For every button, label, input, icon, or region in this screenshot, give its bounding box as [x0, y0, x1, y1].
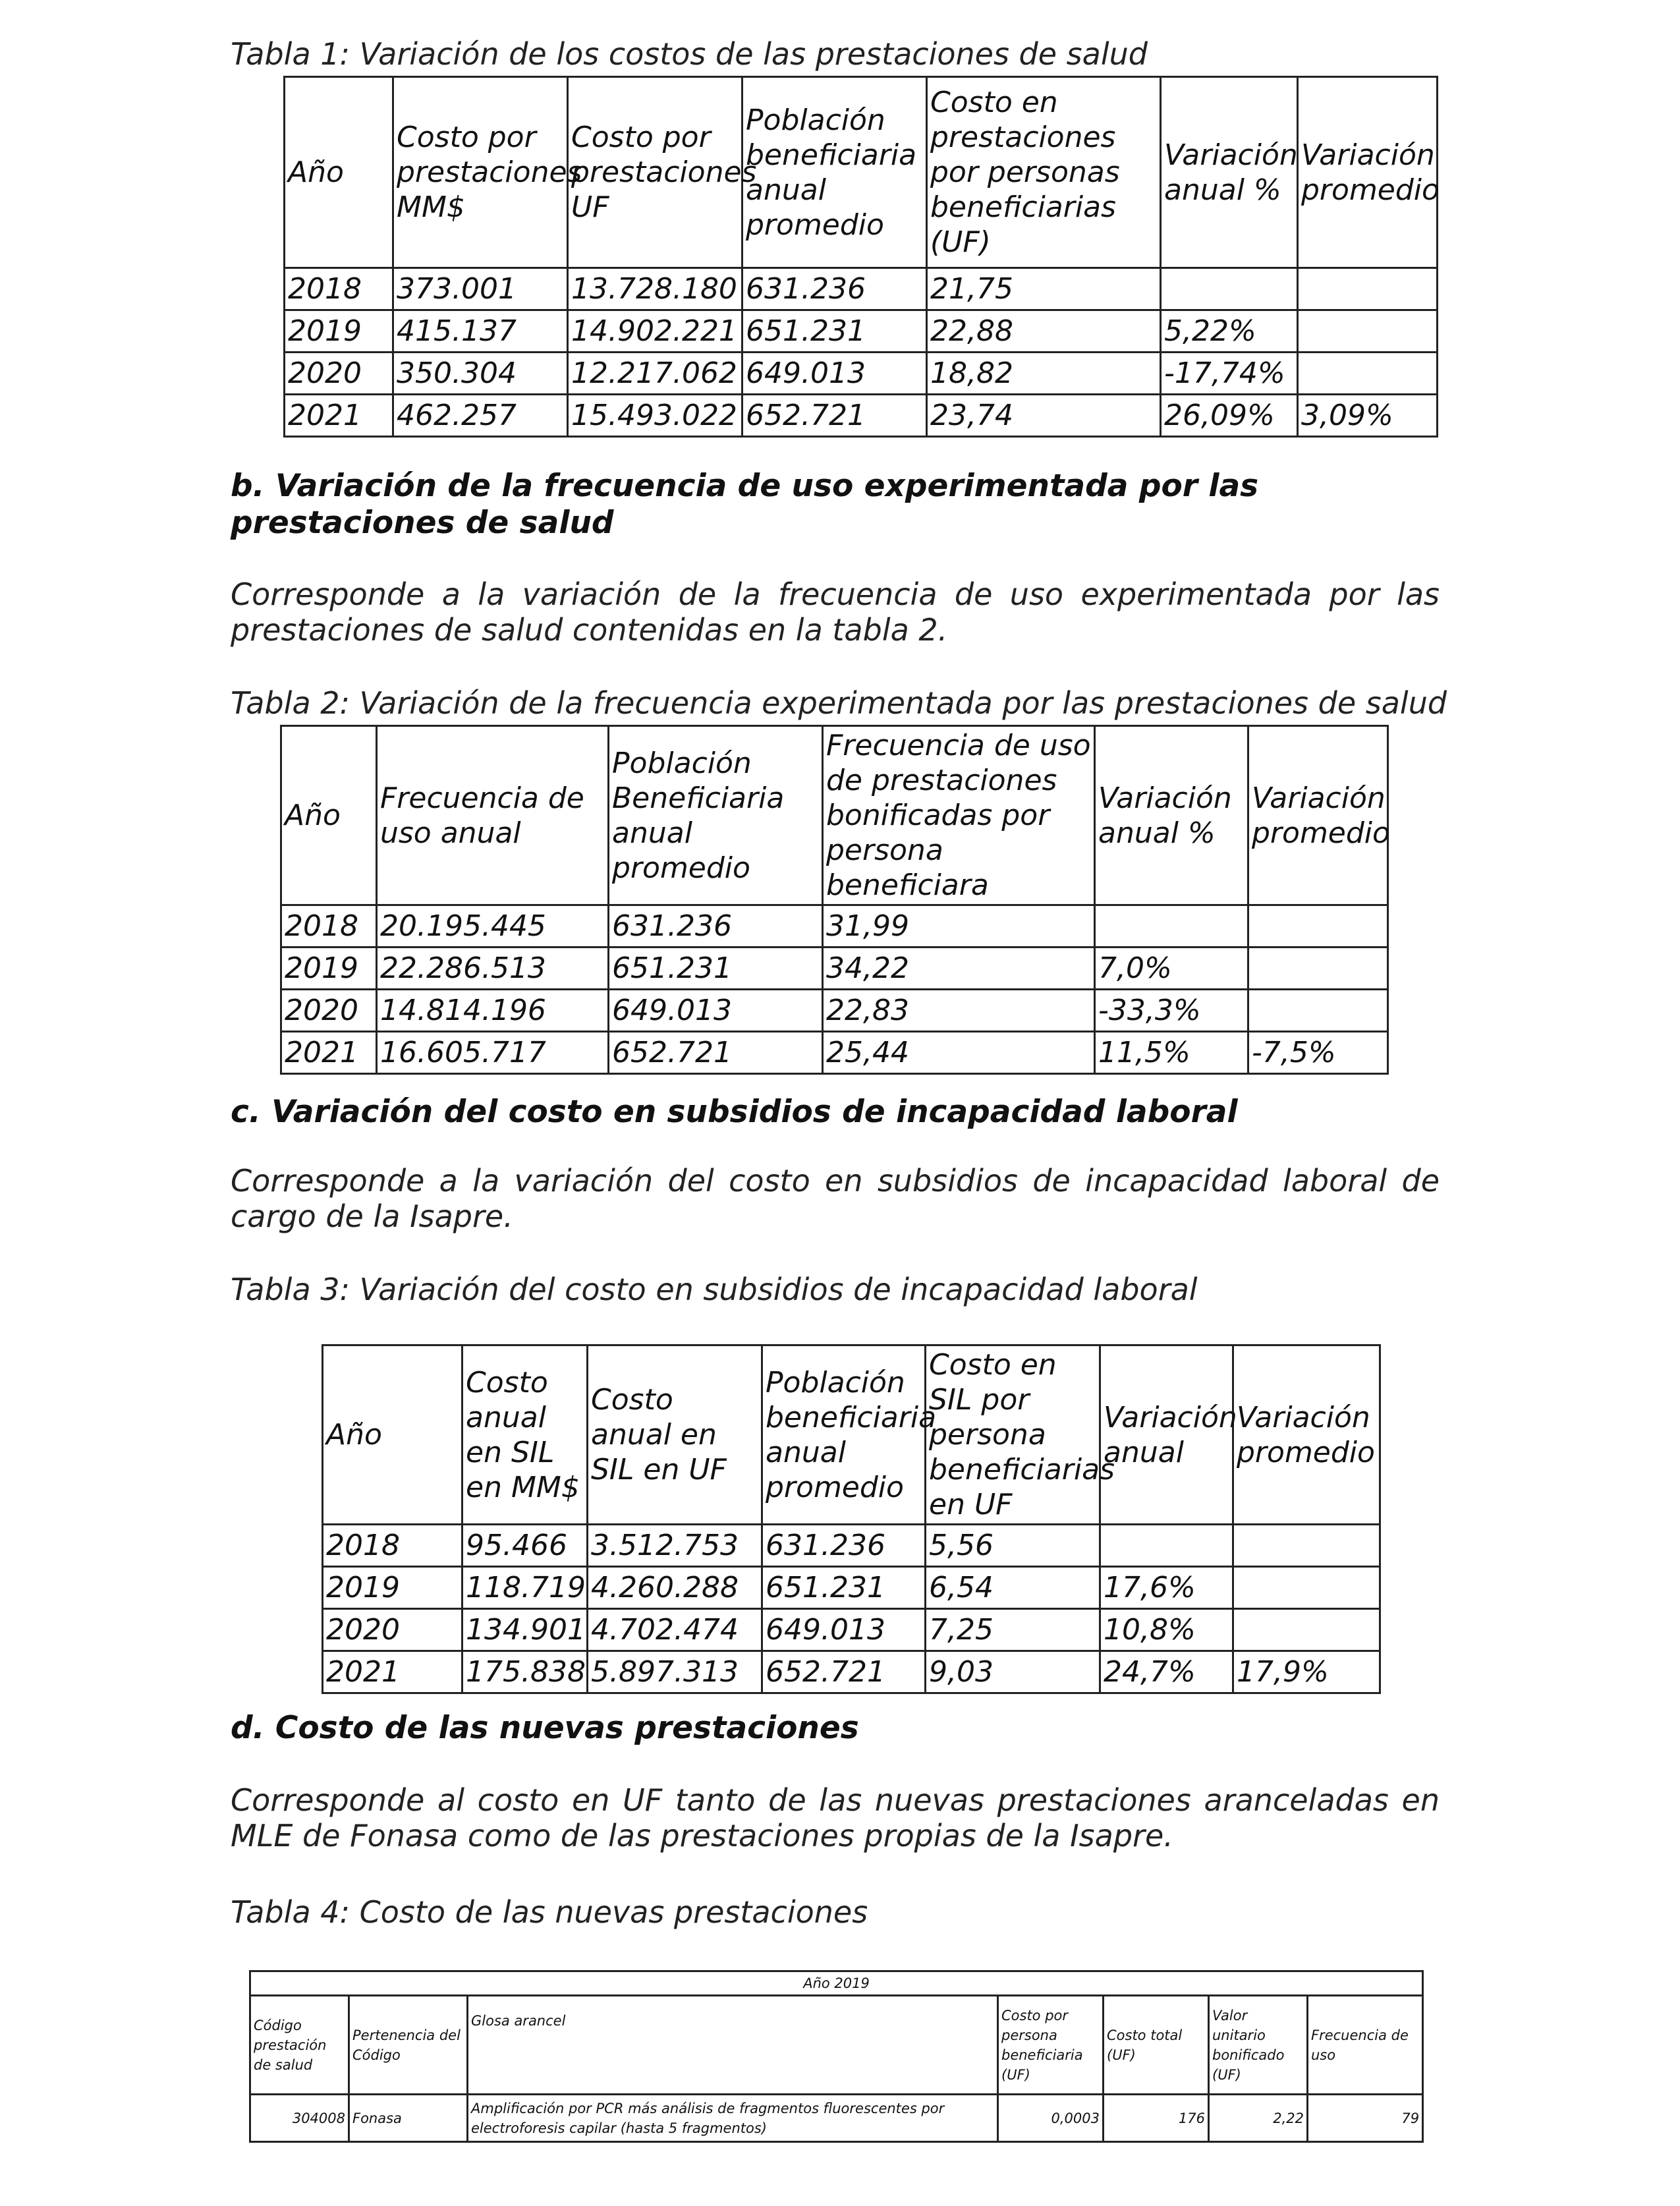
table3-cell: 3.512.753 [588, 1525, 762, 1567]
table3-header-cell: Población beneficiaria anual promedio [762, 1345, 926, 1525]
table4-cell: 79 [1308, 2095, 1423, 2142]
table4-cell: Fonasa [349, 2095, 468, 2142]
table2-cell [1248, 905, 1388, 947]
section-c-heading: c. Variación del costo en subsidios de incapacidad laboral [231, 1094, 1238, 1130]
table3-cell: 652.721 [762, 1651, 926, 1693]
table1-caption: Tabla 1: Variación de los costos de las prestaciones de salud [231, 36, 1148, 72]
table3-header-cell: Costo anual en SIL en MM$ [462, 1345, 588, 1525]
table4-cell: 0,0003 [998, 2095, 1104, 2142]
table-row [281, 905, 1388, 947]
table1-header-cell: Costo por prestaciones UF [568, 77, 742, 268]
table3-header-cell: Año [323, 1345, 462, 1525]
section-d-heading: d. Costo de las nuevas prestaciones [231, 1710, 859, 1746]
table2-cell: 2019 [281, 947, 377, 990]
table4-cell: Amplificación por PCR más análisis de fragmentos fluorescentes por electroforesis capilar (hasta 5 fragmentos) [468, 2095, 998, 2142]
table2-header-cell: Población Beneficiaria anual promedio [609, 726, 823, 905]
table1-cell: 3,09% [1298, 395, 1438, 437]
table2-cell: -33,3% [1095, 990, 1248, 1032]
table4 [249, 1970, 1424, 2143]
section-b-paragraph: Corresponde a la variación de la frecuencia de uso experimentada por las prestaciones de salud contenidas en la tabla 2. [231, 577, 1440, 648]
table2-cell: 652.721 [609, 1032, 823, 1074]
table2-cell: 651.231 [609, 947, 823, 990]
table4-cell: 304008 [250, 2095, 349, 2142]
table3-cell: 118.719 [462, 1567, 588, 1609]
table2-header-cell: Frecuencia de uso de prestaciones bonificadas por persona beneficiara [823, 726, 1095, 905]
table3 [322, 1344, 1381, 1694]
table4-header-cell: Costo total (UF) [1104, 1996, 1209, 2095]
table4-caption: Tabla 4: Costo de las nuevas prestaciones [231, 1894, 868, 1930]
table2-cell: 20.195.445 [377, 905, 609, 947]
table2-header-cell: Variación anual % [1095, 726, 1248, 905]
section-c-paragraph: Corresponde a la variación del costo en subsidios de incapacidad laboral de cargo de la Isapre. [231, 1163, 1440, 1234]
table1-cell: 5,22% [1161, 310, 1298, 353]
table3-cell: 5,56 [926, 1525, 1100, 1567]
table3-cell: 17,9% [1233, 1651, 1380, 1693]
table1-cell: 652.721 [742, 395, 927, 437]
table3-cell [1233, 1525, 1380, 1567]
table1-cell: 14.902.221 [568, 310, 742, 353]
table1-cell: 649.013 [742, 353, 927, 395]
table3-cell: 17,6% [1100, 1567, 1233, 1609]
table3-cell: 10,8% [1100, 1609, 1233, 1651]
table2-cell: 34,22 [823, 947, 1095, 990]
table1-cell: 2021 [285, 395, 393, 437]
table2-cell: 16.605.717 [377, 1032, 609, 1074]
table-row [285, 310, 1438, 353]
table2-cell: 649.013 [609, 990, 823, 1032]
table2-cell: 31,99 [823, 905, 1095, 947]
table3-cell [1233, 1609, 1380, 1651]
section-b-heading: b. Variación de la frecuencia de uso experimentada por las prestaciones de salud [231, 468, 1259, 541]
table4-header-cell: Frecuencia de uso [1308, 1996, 1423, 2095]
table-row [285, 268, 1438, 310]
table1-cell: 26,09% [1161, 395, 1298, 437]
table4-cell: 2,22 [1209, 2095, 1308, 2142]
table-row [285, 353, 1438, 395]
table1-cell [1298, 310, 1438, 353]
table2-cell: 11,5% [1095, 1032, 1248, 1074]
table4-header-cell: Código prestación de salud [250, 1996, 349, 2095]
table1-cell: -17,74% [1161, 353, 1298, 395]
table1-cell: 651.231 [742, 310, 927, 353]
table3-cell: 631.236 [762, 1525, 926, 1567]
table2-header-cell: Frecuencia de uso anual [377, 726, 609, 905]
table1-cell [1298, 353, 1438, 395]
table-row [281, 990, 1388, 1032]
table2-cell: 22.286.513 [377, 947, 609, 990]
table1-cell: 2020 [285, 353, 393, 395]
table3-cell: 4.702.474 [588, 1609, 762, 1651]
table3-cell: 2018 [323, 1525, 462, 1567]
table3-cell [1100, 1525, 1233, 1567]
table1-cell: 12.217.062 [568, 353, 742, 395]
table3-header-cell: Costo anual en SIL en UF [588, 1345, 762, 1525]
table4-header-cell: Pertenencia del Código [349, 1996, 468, 2095]
table1-cell: 631.236 [742, 268, 927, 310]
table2-cell: -7,5% [1248, 1032, 1388, 1074]
table1 [283, 76, 1438, 438]
table3-cell: 24,7% [1100, 1651, 1233, 1693]
table3-header-cell: Variación anual [1100, 1345, 1233, 1525]
table2-cell: 14.814.196 [377, 990, 609, 1032]
table3-cell: 651.231 [762, 1567, 926, 1609]
table3-cell: 95.466 [462, 1525, 588, 1567]
table2-cell: 2018 [281, 905, 377, 947]
table3-cell: 5.897.313 [588, 1651, 762, 1693]
table4-year-header: Año 2019 [250, 1971, 1423, 1996]
table3-cell: 2021 [323, 1651, 462, 1693]
table-row [281, 1032, 1388, 1074]
table2-cell: 25,44 [823, 1032, 1095, 1074]
table3-cell: 2020 [323, 1609, 462, 1651]
table1-header-cell: Costo por prestaciones MM$ [393, 77, 568, 268]
table3-caption: Tabla 3: Variación del costo en subsidios de incapacidad laboral [231, 1272, 1198, 1307]
table1-header-cell: Variación anual % [1161, 77, 1298, 268]
table1-header-cell: Población beneficiaria anual promedio [742, 77, 927, 268]
table4-header-cell: Valor unitario bonificado (UF) [1209, 1996, 1308, 2095]
table-row [323, 1525, 1380, 1567]
table2-cell [1248, 947, 1388, 990]
section-d-paragraph: Corresponde al costo en UF tanto de las nuevas prestaciones aranceladas en MLE de Fonasa como de las prestaciones propias de la Isapre. [231, 1782, 1440, 1853]
table1-header-cell: Variación promedio [1298, 77, 1438, 268]
table3-cell: 175.838 [462, 1651, 588, 1693]
table3-cell: 4.260.288 [588, 1567, 762, 1609]
table-row [250, 2095, 1423, 2142]
table-row [281, 947, 1388, 990]
table1-cell: 18,82 [927, 353, 1161, 395]
table2-cell [1248, 990, 1388, 1032]
table3-cell: 134.901 [462, 1609, 588, 1651]
table1-cell: 415.137 [393, 310, 568, 353]
table1-cell: 2018 [285, 268, 393, 310]
table4-header-cell: Glosa arancel [468, 1996, 998, 2095]
table1-cell: 21,75 [927, 268, 1161, 310]
table2-cell: 2021 [281, 1032, 377, 1074]
table1-cell: 15.493.022 [568, 395, 742, 437]
table2-cell: 7,0% [1095, 947, 1248, 990]
table2-header-cell: Año [281, 726, 377, 905]
table3-cell [1233, 1567, 1380, 1609]
table3-cell: 7,25 [926, 1609, 1100, 1651]
table3-header-cell: Variación promedio [1233, 1345, 1380, 1525]
table1-cell: 350.304 [393, 353, 568, 395]
table1-cell: 23,74 [927, 395, 1161, 437]
table2-cell: 631.236 [609, 905, 823, 947]
table2-cell [1095, 905, 1248, 947]
table1-cell [1298, 268, 1438, 310]
table1-cell: 462.257 [393, 395, 568, 437]
table-row [323, 1567, 1380, 1609]
table1-cell: 373.001 [393, 268, 568, 310]
table4-cell: 176 [1104, 2095, 1209, 2142]
table3-cell: 649.013 [762, 1609, 926, 1651]
table4-header-cell: Costo por persona beneficiaria (UF) [998, 1996, 1104, 2095]
table2 [280, 725, 1389, 1075]
table1-header-cell: Costo en prestaciones por personas beneficiarias (UF) [927, 77, 1161, 268]
table3-cell: 2019 [323, 1567, 462, 1609]
table3-cell: 6,54 [926, 1567, 1100, 1609]
table-row [285, 395, 1438, 437]
table1-cell: 13.728.180 [568, 268, 742, 310]
table1-header-cell: Año [285, 77, 393, 268]
table2-header-cell: Variación promedio [1248, 726, 1388, 905]
table-row [323, 1651, 1380, 1693]
table2-cell: 22,83 [823, 990, 1095, 1032]
table-row [323, 1609, 1380, 1651]
table3-header-cell: Costo en SIL por persona beneficiarias en UF [926, 1345, 1100, 1525]
table2-caption: Tabla 2: Variación de la frecuencia experimentada por las prestaciones de salud [231, 685, 1447, 721]
table1-cell [1161, 268, 1298, 310]
table1-cell: 2019 [285, 310, 393, 353]
table1-cell: 22,88 [927, 310, 1161, 353]
table2-cell: 2020 [281, 990, 377, 1032]
table3-cell: 9,03 [926, 1651, 1100, 1693]
